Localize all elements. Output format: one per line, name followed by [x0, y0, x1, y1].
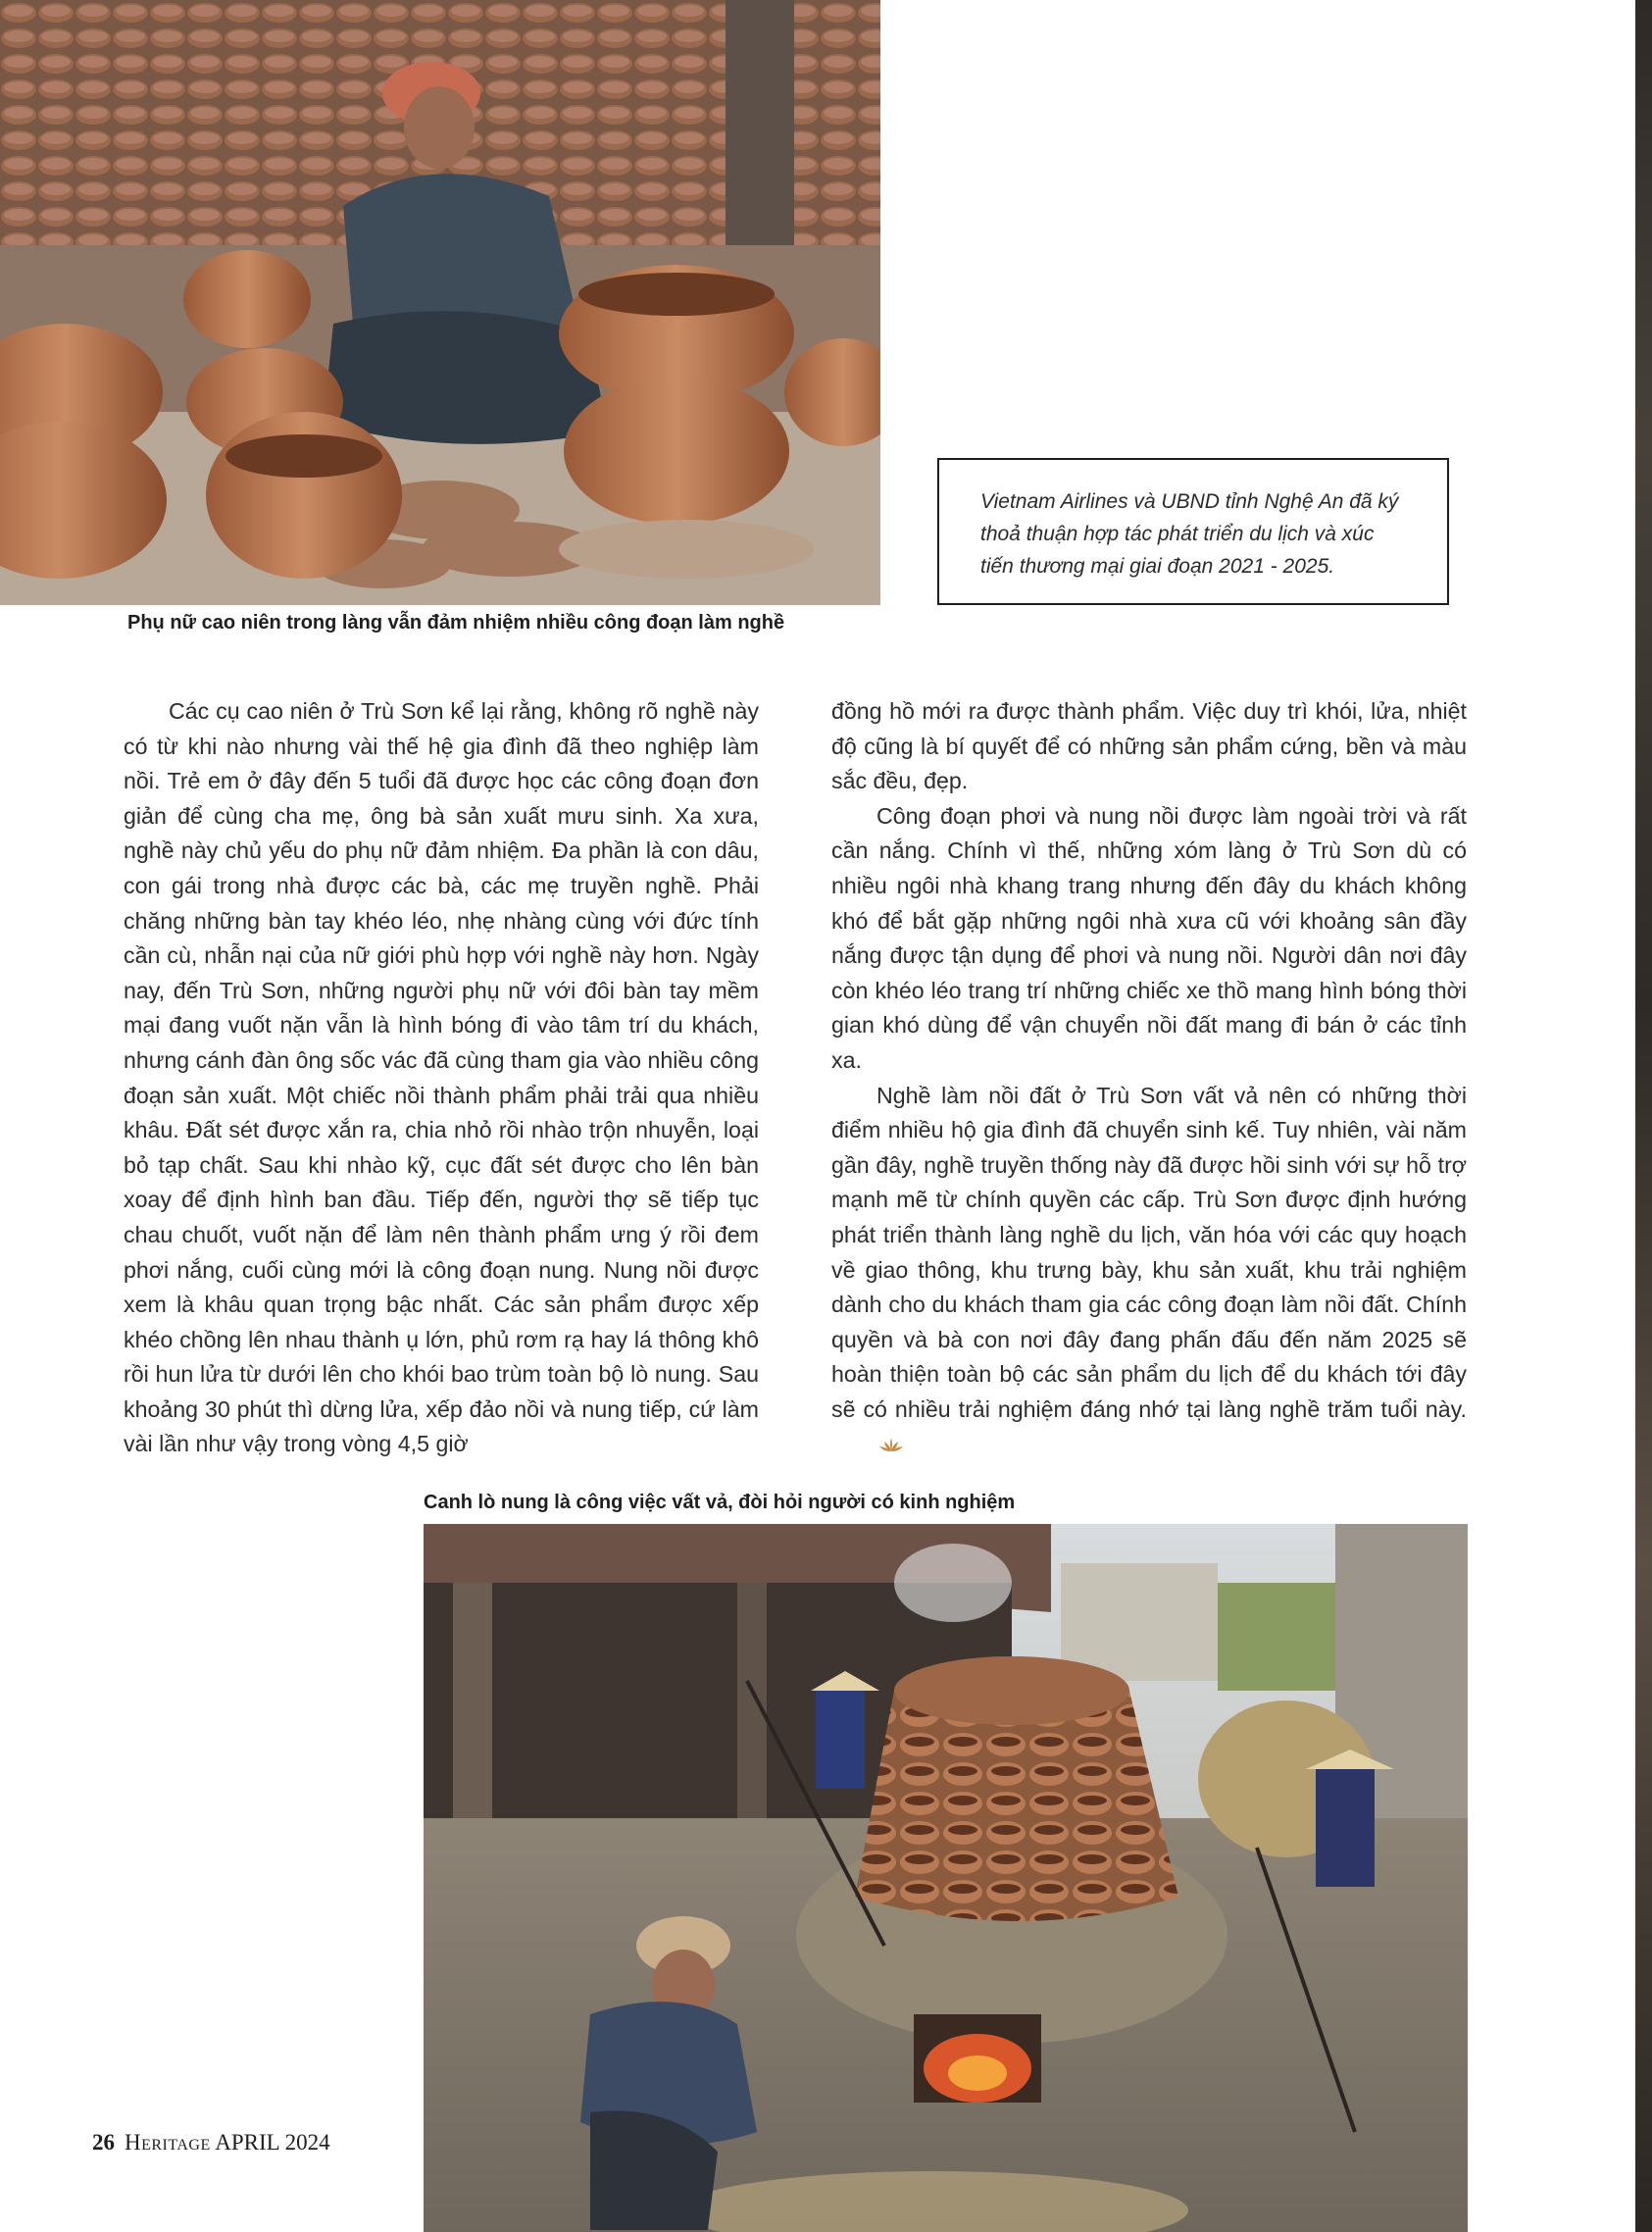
article-paragraph-3-text: Nghề làm nồi đất ở Trù Sơn vất vả nên có những thời điểm nhiều hộ gia đình đã chuyển sinh kế. Tuy nhiên, vài năm gần đây, nghề truyền thống này đã được hồi sinh với sự hỗ trợ mạnh mẽ từ chính quyền các cấp. Trù Sơn được định hướng phát triển thành làng nghề du lịch, văn hóa với các quy hoạch về giao thông, khu trưng bày, khu sản xuất, khu trải nghiệm dành cho du khách tham gia các công đoạn làm nồi đất. Chính quyền và bà con nơi đây đang phấn đấu đến năm 2025 sẽ hoàn thiện toàn bộ các sản phẩm du lịch để du khách tới đây sẽ có nhiều trải nghiệm đáng nhớ tại làng nghề trăm tuổi này.: [831, 1082, 1467, 1422]
page-footer: [92, 2130, 330, 2156]
info-box: [937, 458, 1449, 605]
top-photo-caption: Phụ nữ cao niên trong làng vẫn đảm nhiệm nhiều công đoạn làm nghề: [127, 612, 785, 634]
article-paragraph-3: [831, 1079, 1467, 1465]
page-number: 26: [92, 2130, 115, 2155]
bottom-photo-caption: Canh lò nung là công việc vất vả, đòi hỏi người có kinh nghiệm: [424, 1492, 1016, 1513]
article-column-right: [831, 694, 1467, 1464]
photo-bottom-illustration: [424, 1524, 1468, 2232]
photo-top-illustration: [0, 0, 880, 605]
photo-kiln-firing: [424, 1524, 1468, 2232]
lotus-end-mark-icon: [833, 1429, 904, 1464]
article-paragraph-continued: đồng hồ mới ra được thành phẩm. Việc duy trì khói, lửa, nhiệt độ cũng là bí quyết để có những sản phẩm cứng, bền và màu sắc đều, đẹp.: [831, 698, 1467, 794]
issue-date: APRIL 2024: [215, 2130, 330, 2155]
magazine-name: Heritage: [125, 2130, 211, 2155]
article-column-left: [124, 694, 759, 1462]
article-paragraph-1: Các cụ cao niên ở Trù Sơn kể lại rằng, không rõ nghề này có từ khi nào nhưng vài thế hệ gia đình đã theo nghiệp làm nồi. Trẻ em ở đây đến 5 tuổi đã được học các công đoạn đơn giản để cùng cha mẹ, ông bà sản xuất mưu sinh. Xa xưa, nghề này chủ yếu do phụ nữ đảm nhiệm. Đa phần là con dâu, con gái trong nhà được các bà, các mẹ truyền nghề. Phải chăng những bàn tay khéo léo, nhẹ nhàng cùng với đức tính cần cù, nhẫn nại của nữ giới phù hợp với nghề này hơn. Ngày nay, đến Trù Sơn, những người phụ nữ với đôi bàn tay mềm mại đang vuốt nặn vẫn là hình bóng đi vào tâm trí du khách, nhưng cánh đàn ông sốc vác đã cùng tham gia vào nhiều công đoạn sản xuất. Một chiếc nồi thành phẩm phải trải qua nhiều khâu. Đất sét được xắn ra, chia nhỏ rồi nhào trộn nhuyễn, loại bỏ tạp chất. Sau khi nhào kỹ, cục đất sét được cho lên bàn xoay để định hình ban đầu. Tiếp đến, người thợ sẽ tiếp tục chau chuốt, vuốt nặn để làm nên thành phẩm ưng ý rồi đem phơi nắng, cuối cùng mới là công đoạn nung. Nung nồi được xem là khâu quan trọng bậc nhất. Các sản phẩm được xếp khéo chồng lên nhau thành ụ lớn, phủ rơm rạ hay lá thông khô rồi hun lửa từ dưới lên cho khói bao trùm toàn bộ lò nung. Sau khoảng 30 phút thì dừng lửa, xếp đảo nồi và nung tiếp, cứ làm vài lần như vậy trong vòng 4,5 giờ: [124, 698, 759, 1457]
photo-woman-shaping-clay-pots: [0, 0, 880, 605]
article-paragraph-2: Công đoạn phơi và nung nồi được làm ngoài trời và rất cần nắng. Chính vì thế, những xóm làng ở Trù Sơn dù có nhiều ngôi nhà khang trang nhưng đến đây du khách không khó để bắt gặp những ngôi nhà xưa cũ với khoảng sân đầy nắng được tận dụng để phơi và nung nồi. Người dân nơi đây còn khéo léo trang trí những chiếc xe thồ mang hình bóng thời gian khó dùng để vận chuyển nồi đất mang đi bán ở các tỉnh xa.: [831, 802, 1467, 1073]
info-box-text: Vietnam Airlines và UBND tỉnh Nghệ An đã ký thoả thuận hợp tác phát triển du lịch và xúc tiến thương mại giai đoạn 2021 - 2025.: [980, 490, 1399, 578]
adjacent-page-edge: [1635, 0, 1652, 2232]
